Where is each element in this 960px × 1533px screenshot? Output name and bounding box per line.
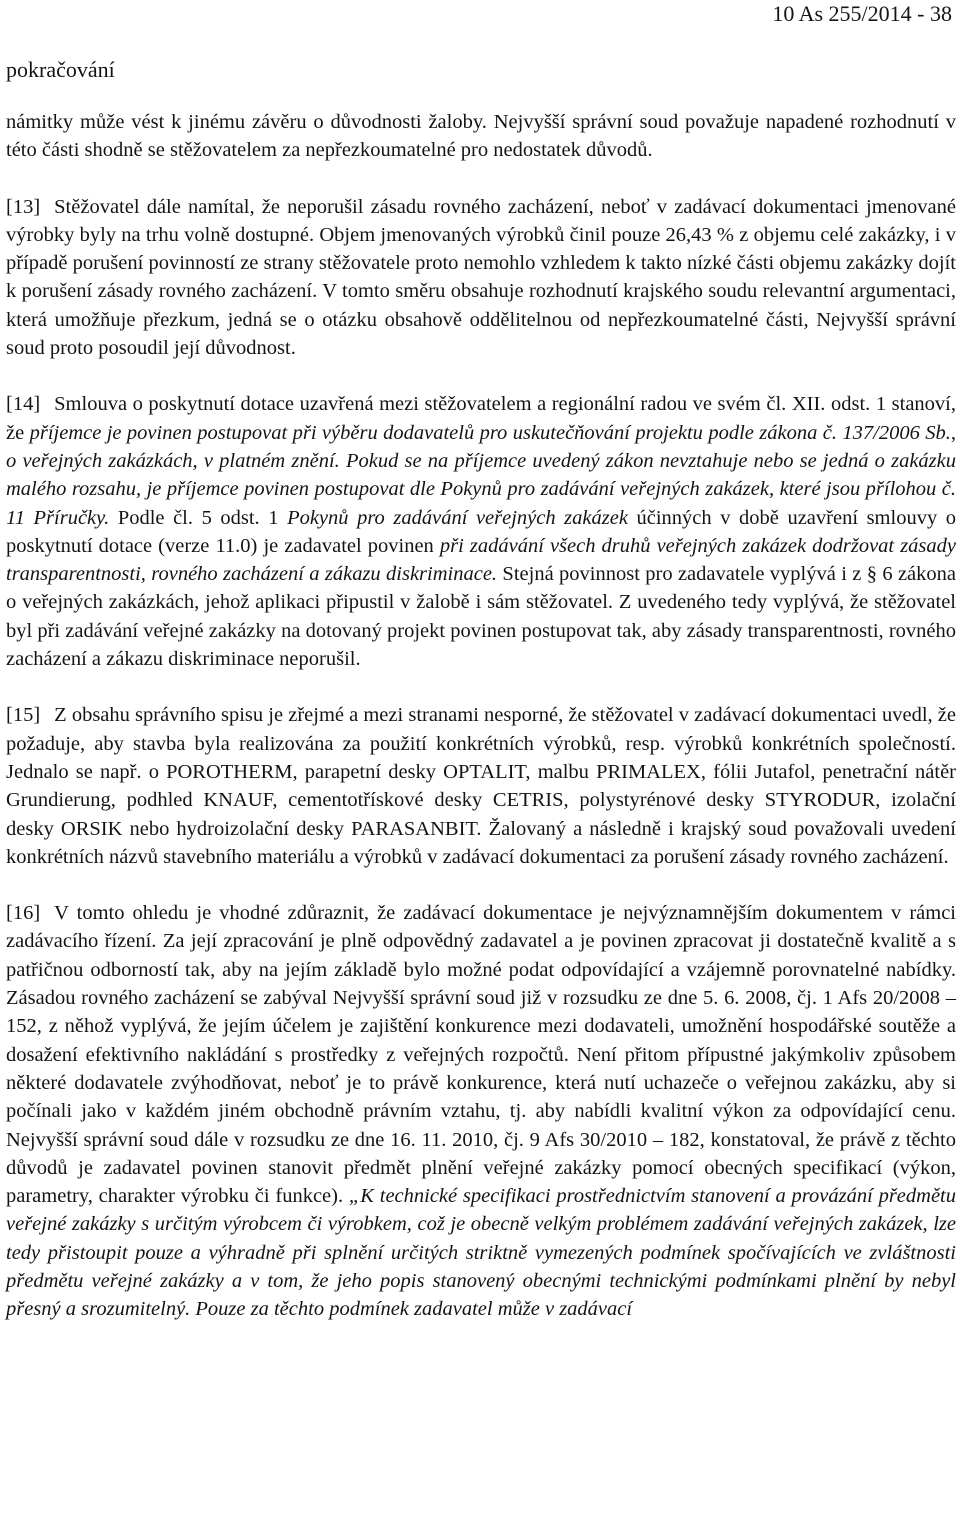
text-run: Stěžovatel dále namítal, že neporušil zásadu rovného zacházení, neboť v zadávací dokumentaci jmenované výrobky byly na trhu volně dostupné. Objem jmenovaných výrobků činil pouze 26,43 % z objemu celé zakázky, i v případě porušení povinností ze strany stěžovatele proto nemohlo vzhledem k takto nízké části objemu zakázky dojít k porušení zásady rovného zacházení. V tomto směru obsahuje rozhodnutí krajského soudu relevantní argumentaci, která umožňuje přezkum, jedná se o otázku obsahově oddělitelnou od nepřezkoumatelné části, Nejvyšší správní soud proto posoudil její důvodnost.: [6, 195, 956, 360]
document-body: [6, 108, 956, 1352]
paragraph-continued: [6, 108, 956, 165]
italic-text: o veřejných zakázkách, v platném znění. Pokud se na příjemce uvedený zákon nevztahuje nebo se jedná o zakázku malého rozsahu, je příjemce povinen postupovat dle Pokynů pro zadávání veřejných zakázek, které jsou přílohou č. 11 Příručky.: [6, 449, 956, 529]
paragraph-number: [13]: [6, 195, 41, 218]
paragraph-14: [6, 390, 956, 673]
paragraph-number: [14]: [6, 393, 41, 416]
text-run: ,: [950, 421, 956, 444]
italic-text: Pokynů pro zadávání veřejných zakázek: [287, 506, 628, 529]
italic-text: příjemce je povinen postupovat při výběru dodavatelů pro uskutečňování projektu podle zákona č. 137/2006 Sb.: [29, 421, 951, 444]
text-run: V tomto ohledu je vhodné zdůraznit, že zadávací dokumentace je nejvýznamnějším dokumentem v rámci zadávacího řízení. Za její zpracování je plně odpovědný zadavatel a je povinen zpracovat ji dostatečně kvalitě a s patřičnou odborností tak, aby na jejím základě bylo možné podat odpovídající a vzájemně porovnatelné nabídky. Zásadou rovného zacházení se zabýval Nejvyšší správní soud již v rozsudku ze dne 5. 6. 2008, čj. 1 Afs 20/2008 – 152, z něhož vyplývá, že jejím účelem je zajištění konkurence mezi dodavateli, umožnění hospodářské soutěže a dosažení efektivního nakládání s prostředky z veřejných rozpočtů. Není přitom přípustné jakýmkoliv způsobem některé dodavatele zvýhodňovat, neboť je to právě konkurence, která nutí uchazeče o veřejnou zakázku, aby si počínali jako v každém jiném obchodně právním vztahu, tj. aby nabídli kvalitní výkon za odpovídající cenu. Nejvyšší správní soud dále v rozsudku ze dne 16. 11. 2010, čj. 9 Afs 30/2010 – 182, konstatoval, že právě z těchto důvodů je zadavatel povinen stanovit předmět plnění veřejné zakázky pomocí obecných specifikací (výkon, parametry, charakter výrobku či funkce).: [6, 902, 956, 1208]
paragraph-13: [6, 193, 956, 363]
case-reference: 10 As 255/2014 - 38: [772, 1, 952, 26]
italic-text: „K technické specifikaci prostřednictvím stanovení a provázání předmětu veřejné zakázky s určitým výrobcem či výrobkem, což je obecně velkým problémem zadávání veřejných zakázek, lze tedy přistoupit pouze a výhradně při splnění určitých striktně vymezených podmínek spočívajících ve zvláštnosti předmětu veřejné zakázky a v tom, že jeho popis stanovený obecnými technickými podmínkami plnění by nebyl přesný a srozumitelný. Pouze za těchto podmínek zadavatel může v zadávací: [6, 1185, 957, 1321]
text-run: námitky může vést k jinému závěru o důvodnosti žaloby. Nejvyšší správní soud považuje napadené rozhodnutí v této části shodně se stěžovatelem za nepřezkoumatelné pro nedostatek důvodů.: [6, 111, 956, 162]
text-run: Stejná povinnost pro zadavatele vyplývá i z § 6 zákona o veřejných zakázkách, jehož aplikaci připustil v žalobě i sám stěžovatel. Z uvedeného tedy vyplývá, že stěžovatel byl při zadávání veřejné zakázky na dotovaný projekt povinen postupovat tak, aby zásady transparentnosti, rovného zacházení a zákazu diskriminace neporušil.: [6, 563, 956, 671]
italic-text: při zadávání všech druhů veřejných zakázek dodržovat zásady transparentnosti, rovného zacházení a zákazu diskriminace.: [6, 534, 956, 586]
paragraph-number: [15]: [6, 704, 41, 727]
text-run: Smlouva o poskytnutí dotace uzavřená mezi stěžovatelem a regionální radou ve svém čl. XII. odst. 1 stanoví, že: [6, 393, 956, 444]
paragraph-number: [16]: [6, 902, 41, 925]
text-run: Podle čl. 5 odst. 1: [109, 506, 288, 529]
text-run: Z obsahu správního spisu je zřejmé a mezi stranami nesporné, že stěžovatel v zadávací dokumentaci uvedl, že požaduje, aby stavba byla realizována za použití konkrétních výrobků, resp. výrobků konkrétních společností. Jednalo se např. o POROTHERM, parapetní desky OPTALIT, malbu PRIMALEX, fólii Jutafol, penetrační nátěr Grundierung, podhled KNAUF, cementotřískové desky CETRIS, polystyrénové desky STYRODUR, izolační desky ORSIK nebo hydroizolační desky PARASANBIT. Žalovaný a následně i krajský soud považovali uvedení konkrétních názvů stavebního materiálu a výrobků v zadávací dokumentaci za porušení zásady rovného zacházení.: [6, 704, 956, 868]
text-run: účinných v době uzavření smlouvy o poskytnutí dotace (verze 11.0) je zadavatel povinen: [6, 506, 957, 557]
paragraph-16: [6, 899, 956, 1323]
continuation-label: pokračování: [6, 57, 115, 82]
paragraph-15: [6, 701, 956, 871]
